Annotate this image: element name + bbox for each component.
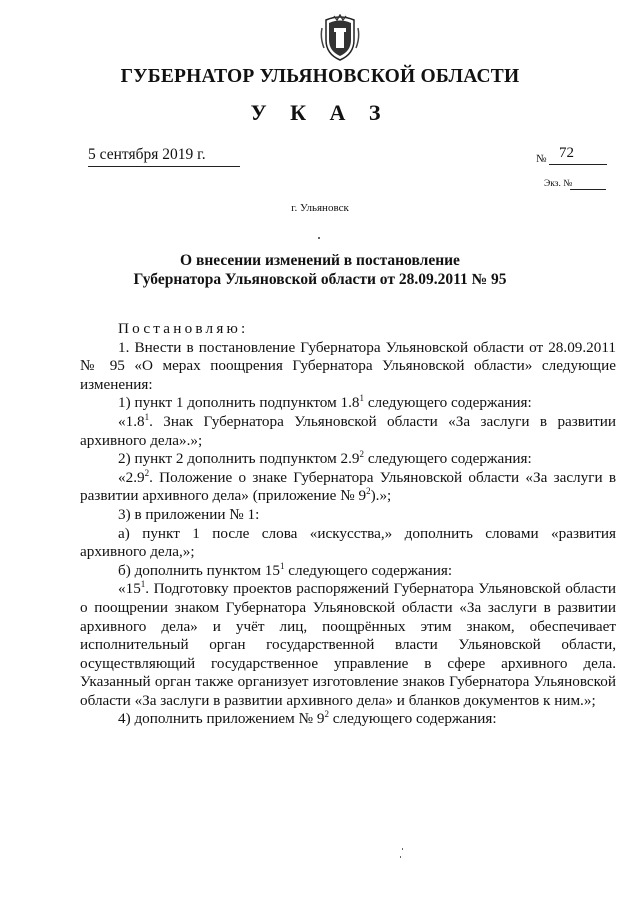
paragraph-9: «$15^1$. Подготовку проектов распоряжений Губернатора Ульяновской области о поощрении знаком Губернатора Ульяновской области «За заслуги в развитии архивного дела» и учёт лиц, поощрённых этим знаком, обеспечивает исполнительный орган государственной власти Ульяновской области, осуществляющий государственное управление в сфере архивного дела. Указанный орган также организует изготовление знаков Губернатора Ульяновской области «За заслуги в развитии архивного дела» и бланков документов к ним.»; xyxy=(80,579,616,709)
paragraph-10: 4) дополнить приложением № $9^2$ следующего содержания: xyxy=(118,709,497,728)
paragraph-4: 2) пункт 2 дополнить подпунктом $2.9^2$ следующего содержания: xyxy=(118,449,532,468)
coat-of-arms-icon xyxy=(320,14,360,62)
paragraph-5: «$2.9^2$. Положение о знаке Губернатора Ульяновской области «За заслуги в развитии архивного дела» (приложение № $9^2$).»; xyxy=(80,467,616,505)
document-body xyxy=(80,320,616,729)
subject-line-1: О внесении изменений в постановление xyxy=(180,252,460,269)
scan-speck xyxy=(400,856,401,858)
document-number: 72 xyxy=(549,145,607,165)
paragraph-3: «$1.8^1$. Знак Губернатора Ульяновской области «За заслуги в развитии архивного дела».»; xyxy=(80,411,616,449)
resolution-intro: Постановляю: xyxy=(118,320,249,337)
document-date: 5 сентября 2019 г. xyxy=(88,146,240,167)
document-type-heading: У К А З xyxy=(250,100,390,125)
paragraph-2: 1) пункт 1 дополнить подпунктом $1.8^1$ следующего содержания: xyxy=(118,393,532,412)
governor-title: ГУБЕРНАТОР УЛЬЯНОВСКОЙ ОБЛАСТИ xyxy=(120,66,520,87)
paragraph-1: 1. Внести в постановление Губернатора Ульяновской области от 28.09.2011 № 95 «О мерах поощрения Губернатора Ульяновской области» следующие изменения: xyxy=(80,338,616,393)
copy-number-label: Экз. № xyxy=(544,179,573,189)
paragraph-7: а) пункт 1 после слова «искусства,» дополнить словами «развития архивного дела,»; xyxy=(80,524,616,561)
scan-speck xyxy=(402,848,403,850)
city-name: г. Ульяновск xyxy=(291,202,349,214)
document-subject xyxy=(100,251,540,289)
paragraph-8: б) дополнить пунктом $15^1$ следующего содержания: xyxy=(118,560,453,579)
number-sign: № xyxy=(536,153,547,165)
subject-line-2: Губернатора Ульяновской области от 28.09.2011 № 95 xyxy=(133,271,507,288)
scan-speck xyxy=(318,237,320,239)
paragraph-6: 3) в приложении № 1: xyxy=(118,505,260,523)
copy-number-line xyxy=(570,189,606,190)
